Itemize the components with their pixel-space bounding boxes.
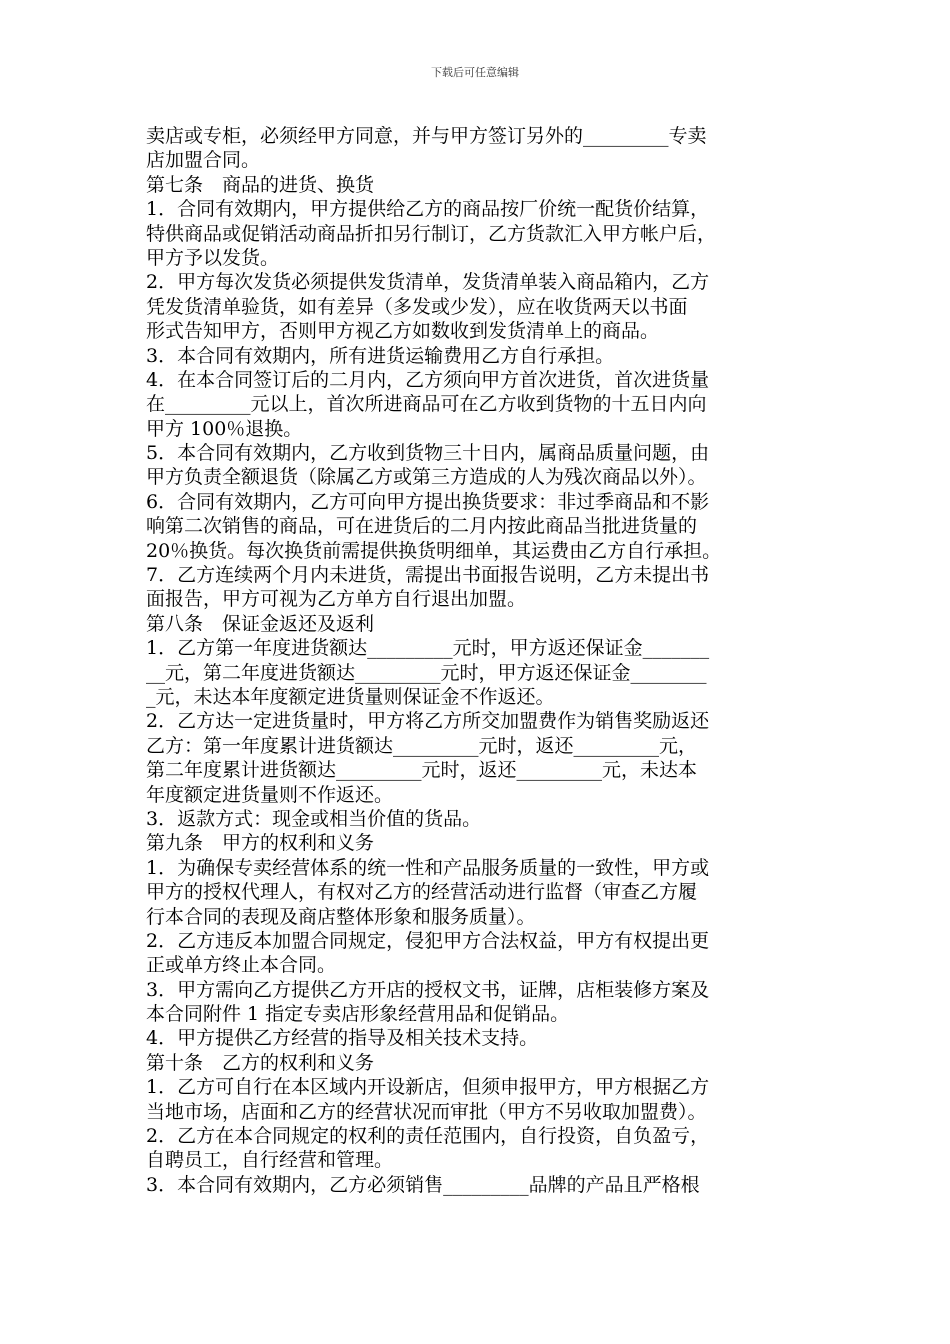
text-line: 卖店或专柜，必须经甲方同意，并与甲方签订另外的_________专卖 — [146, 125, 707, 147]
text-line: 行本合同的表现及商店整体形象和服务质量）。 — [146, 905, 536, 928]
page-header: 下载后可任意编辑 — [431, 66, 519, 79]
text-line: 乙方：第一年度累计进货额达_________元时，返还_________元， — [146, 734, 698, 757]
text-line: 本合同附件 1 指定专卖店形象经营用品和促销品。 — [146, 1003, 570, 1026]
text-line: 凭发货清单验货，如有差异（多发或少发），应在收货两天以书面 — [146, 295, 688, 318]
section-heading: 第八条 保证金返还及返利 — [146, 612, 375, 635]
text-line: 甲方予以发货。 — [146, 246, 280, 269]
text-line: 3．本合同有效期内，乙方必须销售_________品牌的产品且严格根 — [146, 1173, 700, 1196]
text-line: 3．返款方式：现金或相当价值的货品。 — [146, 807, 482, 830]
text-line: 2．乙方违反本加盟合同规定，侵犯甲方合法权益，甲方有权提出更 — [146, 929, 710, 952]
text-line: 店加盟合同。 — [146, 149, 261, 172]
text-line: 年度额定进货量则不作返还。 — [146, 783, 394, 806]
text-line: 面报告，甲方可视为乙方单方自行退出加盟。 — [146, 588, 527, 611]
text-line: 1．乙方可自行在本区域内开设新店，但须申报甲方，甲方根据乙方 — [146, 1076, 710, 1099]
text-line: __元，第二年度进货额达_________元时，甲方返还保证金________ — [146, 661, 707, 684]
text-line: 甲方负责全额退货（除属乙方或第三方造成的人为残次商品以外）。 — [146, 466, 707, 489]
text-line: 形式告知甲方，否则甲方视乙方如数收到发货清单上的商品。 — [146, 320, 660, 343]
text-line: 甲方的授权代理人，有权对乙方的经营活动进行监督（审查乙方履 — [146, 881, 698, 904]
text-line: 1．乙方第一年度进货额达_________元时，甲方返还保证金_______ — [146, 637, 710, 660]
section-heading: 第十条 乙方的权利和义务 — [146, 1051, 375, 1074]
text-line: 响第二次销售的商品，可在进货后的二月内按此商品当批进货量的 — [146, 515, 698, 538]
text-line: 2．甲方每次发货必须提供发货清单，发货清单装入商品箱内，乙方 — [146, 271, 710, 294]
text-line: 1．为确保专卖经营体系的统一性和产品服务质量的一致性，甲方或 — [146, 856, 710, 879]
contract-body — [146, 124, 812, 1197]
text-line: 第二年度累计进货额达_________元时，返还_________元，未达本 — [146, 759, 698, 782]
text-line: 正或单方终止本合同。 — [146, 954, 337, 977]
text-line: 甲方 100％退换。 — [146, 417, 303, 440]
text-line: 20％换货。每次换货前需提供换货明细单，其运费由乙方自行承担。 — [146, 539, 722, 562]
text-line: 特供商品或促销活动商品折扣另行制订，乙方货款汇入甲方帐户后， — [146, 222, 717, 245]
text-line: 4．在本合同签订后的二月内，乙方须向甲方首次进货，首次进货量 — [146, 368, 710, 391]
text-line: 5．本合同有效期内，乙方收到货物三十日内，属商品质量问题，由 — [146, 442, 710, 465]
text-line: 2．乙方达一定进货量时，甲方将乙方所交加盟费作为销售奖励返还 — [146, 710, 710, 733]
text-line: 3．本合同有效期内，所有进货运输费用乙方自行承担。 — [146, 344, 615, 367]
text-line: 1．合同有效期内，甲方提供给乙方的商品按厂价统一配货价结算， — [146, 198, 710, 221]
text-line: 6．合同有效期内，乙方可向甲方提出换货要求：非过季商品和不影 — [146, 490, 710, 513]
text-line: 当地市场，店面和乙方的经营状况而审批（甲方不另收取加盟费）。 — [146, 1100, 707, 1123]
text-line: 2．乙方在本合同规定的权利的责任范围内，自行投资，自负盈亏， — [146, 1125, 710, 1148]
section-heading: 第九条 甲方的权利和义务 — [146, 832, 375, 855]
text-line: 3．甲方需向乙方提供乙方开店的授权文书，证牌，店柜装修方案及 — [146, 978, 710, 1001]
text-line: 4．甲方提供乙方经营的指导及相关技术支持。 — [146, 1027, 539, 1050]
section-heading: 第七条 商品的进货、换货 — [146, 173, 375, 196]
text-line: 在_________元以上，首次所进商品可在乙方收到货物的十五日内向 — [146, 393, 707, 416]
text-line: 7．乙方连续两个月内未进货，需提出书面报告说明，乙方未提出书 — [146, 564, 710, 587]
text-line: _元，未达本年度额定进货量则保证金不作返还。 — [146, 685, 555, 708]
text-line: 自聘员工，自行经营和管理。 — [146, 1149, 394, 1172]
